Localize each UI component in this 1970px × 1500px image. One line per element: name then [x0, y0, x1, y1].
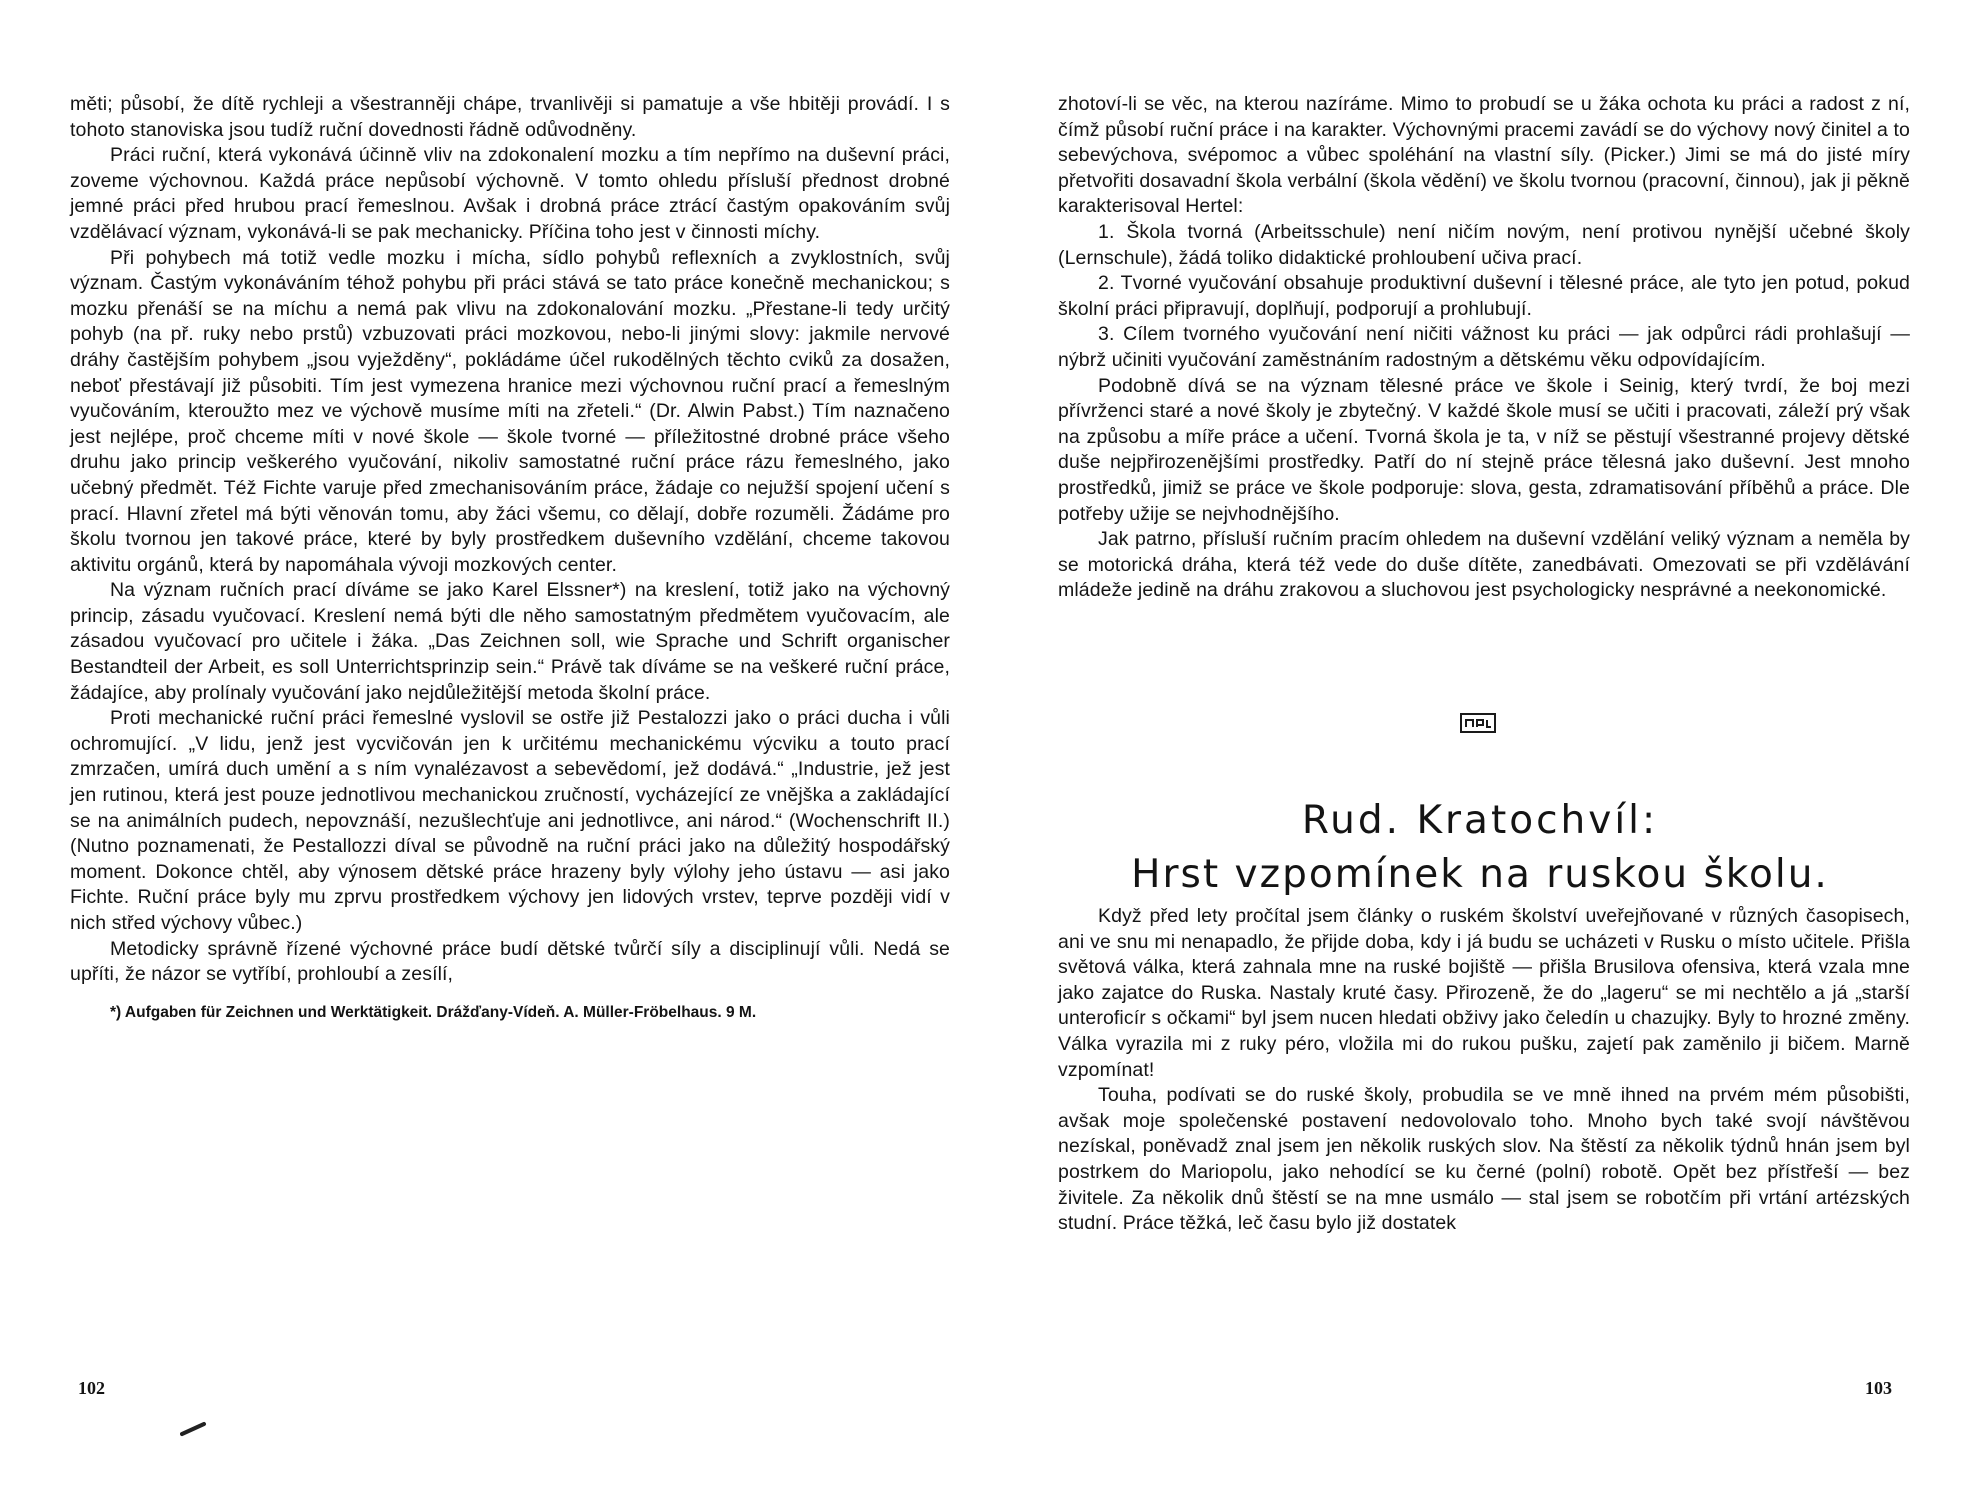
paragraph: zhotoví-li se věc, na kterou nazíráme. Mimo to probudí se u žáka ochota ku práci a radost z ní, čímž působí ruční práce i na karakter. Výchovnými pracemi zavádí se do výchovy nový činitel a to sebevýchova, svépomoc a vůbec spoléhání na vlastní síly. (Picker.) Jimi se má do jisté míry přetvořiti dosavadní škola verbální (škola vědění) ve školu tvornou (pracovní, činnou), jak ji pěkně karakterisoval Hertel:: [1058, 93, 1910, 218]
paragraph: Jak patrno, přísluší ručním pracím ohledem na duševní vzdělání veliký význam a neměla by se motorická dráha, která též vede do duše dítěte, zanedbávati. Omezovati se při vzdělávání mládeže jedině na dráhu zrakovou a sluchovou jest psychologicky nesprávné a neekonomické.: [1058, 528, 1910, 602]
list-item: 1. Škola tvorná (Arbeitsschule) není ničím novým, není protivou nynější učebné školy (Lernschule), žádá toliko didaktické prohloubení učiva prací.: [1058, 220, 1910, 269]
paragraph: Když před lety pročítal jsem články o ruském školství uveřejňované v různých časopisech, ani ve snu mi nenapadlo, že přijde doba, kdy i já budu se ucházeti v Rusku o místo učitele. Přišla světová válka, která zahnala mne na ruské bojiště — přišla Brusilova ofensiva, která vzala mne jako zajatce do Ruska. Nastaly kruté časy. Přirozeně, že do „lageru“ se mi nechtělo a já „starší unteroficír s očkami“ byl jsem nucen hledati obživy jako čeledín u chazujky. Byly to hrozné změny. Válka vyrazila mi z ruky péro, vložila mi do rukou pušku, zajetí pak zaměnilo ji bičem. Marně vzpomínat!: [1058, 905, 1910, 1081]
right-page: [1040, 0, 1920, 1500]
article-title: Hrst vzpomínek na ruskou školu.: [1131, 852, 1829, 897]
page-number: 103: [1865, 1378, 1892, 1398]
article-heading: [1040, 796, 1920, 904]
paragraph: Podobně dívá se na význam tělesné práce ve škole i Seinig, který tvrdí, že boj mezi přívrženci staré a nové školy je zbytečný. V každé škole musí se učiti i pracovati, záleží prý však na způsobu a míře práce a učení. Tvorná škola je ta, v níž se pěstují všestranné projevy dětské duše nejpřirozenějšími prostředky. Patří do ní stejně práce tělesná jako duševní. Jest mnoho prostředků, jimiž se práce ve škole podporuje: slova, gesta, zdramatisování příběhů a práce. Dle potřeby užije se nejvhodnějšího.: [1058, 374, 1910, 525]
page-number: 102: [78, 1378, 105, 1398]
list-item: 2. Tvorné vyučování obsahuje produktivní duševní i tělesné práce, ale tyto jen potud, pokud školní práci připravují, doplňují, podporují a prohlubují.: [1058, 272, 1910, 320]
right-page-text: [1058, 92, 1910, 604]
ink-mark-icon: [180, 1418, 210, 1438]
article-author: Rud. Kratochvíl:: [1301, 798, 1659, 843]
paragraph: Práci ruční, která vykonává účinně vliv na zdokonalení mozku a tím nepřímo na duševní práci, zoveme výchovnou. Každá práce nepůsobí výchovně. V tomto ohledu přísluší přednost drobné jemné práci před hrubou prací řemeslnou. Avšak i drobná práce ztrácí častým opakováním svůj vzdělávací význam, vykonává-li se pak mechanicky. Příčina toho jest v činnosti míchy.: [70, 144, 950, 243]
list-item: 3. Cílem tvorného vyučování není ničiti vážnost ku práci — jak odpůrci rádi prohlašují — nýbrž učiniti vyučování zaměstnáním radostným a dětskému věku odpovídajícím.: [1058, 323, 1910, 371]
paragraph: Metodicky správně řízené výchovné práce budí dětské tvůrčí síly a disciplinují vůli. Nedá se upříti, že názor se vytříbí, prohloubí a zesílí,: [70, 937, 950, 986]
article-body: [1058, 904, 1910, 1237]
paragraph: Při pohybech má totiž vedle mozku i mícha, sídlo pohybů reflexních a zvyklostních, svůj význam. Častým vykonáváním téhož pohybu při práci stává se tato práce konečně mechanickou; s mozku přenáší se na míchu a nemá pak vlivu na zdokonalování mozku. „Přestane-li tedy určitý pohyb (na př. ruky nebo prstů) vzbuzovati práci mozkovou, nebo-li jinými slovy: jakmile nervové dráhy častějším pohybem „jsou vyježděny“, pokládáme účel rukodělných těchto cviků za dosažen, neboť přestávají již působiti. Tím jest vymezena hranice mezi výchovnou ruční prací a řemeslným vyučováním, kteroužto mez ve výchově musíme míti na zřeteli.“ (Dr. Alwin Pabst.) Tím naznačeno jest nejlépe, proč chceme míti v nové škole — škole tvorné — příležitostné drobné práce všeho druhu jako princip veškerého vyučování, nikoliv samostatné ruční práce rázu řemeslného, jako učebný předmět. Též Fichte varuje před zmechanisováním práce, žádaje co nejužší spojení učení s prací. Hlavní zřetel má býti věnován tomu, aby žáci všemu, co dělají, dobře rozuměli. Žádáme pro školu tvornou jen takové práce, které by byly prostředkem duševního vzdělání, chceme takovou aktivitu orgánů, která by napomáhala vývoji mozkových center.: [70, 246, 950, 576]
paragraph: Na význam ručních prací díváme se jako Karel Elssner*) na kreslení, totiž jako na výchovný princip, zásadu vyučovací. Kreslení nemá býti dle něho samostatným předmětem vyučovacím, ale zásadou vyučovací pro učitele i žáka. „Das Zeichnen soll, wie Sprache und Schrift organischer Bestandteil der Arbeit, es soll Unterrichtsprinzip sein.“ Právě tak díváme se na veškeré ruční práce, žádajíce, aby prolínaly vyučování jako nejdůležitější metoda školní práce.: [70, 579, 950, 704]
paragraph: Touha, podívati se do ruské školy, probudila se ve mně ihned na prvém mém působišti, avšak moje společenské postavení nedovolovalo toho. Mnoho bych také svojí návštěvou nezískal, poněvadž znal jsem jen několik ruských slov. Na štěstí za několik týdnů hnán jsem byl postrkem do Mariopolu, jako nehodící se ku černé (polní) robotě. Opět bez přístřeší — bez živitele. Za několik dnů štěstí se na mne usmálo — stal jsem se robotčím při vrtání artézských studní. Práce těžká, leč času bylo již dostatek: [1058, 1084, 1910, 1235]
footnote: *) Aufgaben für Zeichnen und Werktätigkeit. Drážďany-Vídeň. A. Müller-Fröbelhaus. 9 M.: [110, 1003, 757, 1021]
section-ornament-icon: [1460, 712, 1496, 734]
paragraph: Proti mechanické ruční práci řemeslné vyslovil se ostře již Pestalozzi jako o práci ducha i vůli ochromující. „V lidu, jenž jest vycvičován jen k určitému mechanickému výcviku a touto prací zmrzačen, umírá duch umění a s ním vynalézavost a sebevědomí, jež dodává.“ „Industrie, jež jest jen rutinou, která jest pouze jednotlivou mechanickou zručností, vycházející ze vnějška a zakládající se na animálních pudech, nepovznáší, nezušlechťuje ani jednotlivce, ani národ.“ (Wochenschrift II.) (Nutno poznamenati, že Pestallozzi díval se původně na ruční práci jako na důležitý hospodářský moment. Dokonce chtěl, aby výnosem dětské práce hrazeny byly výlohy jeho ústavu — asi jako Fichte. Ruční práce byly mu zprvu prostředkem výchovy jen lidových vrstev, teprve později vidí v nich střed výchovy vůbec.): [70, 707, 950, 934]
left-page: [60, 0, 950, 1500]
left-page-text: [70, 92, 950, 1023]
paragraph: měti; působí, že dítě rychleji a všestranněji chápe, trvanlivěji si pamatuje a vše hbitěji provádí. I s tohoto stanoviska jsou tudíž ruční dovednosti řádně odůvodněny.: [70, 93, 950, 141]
